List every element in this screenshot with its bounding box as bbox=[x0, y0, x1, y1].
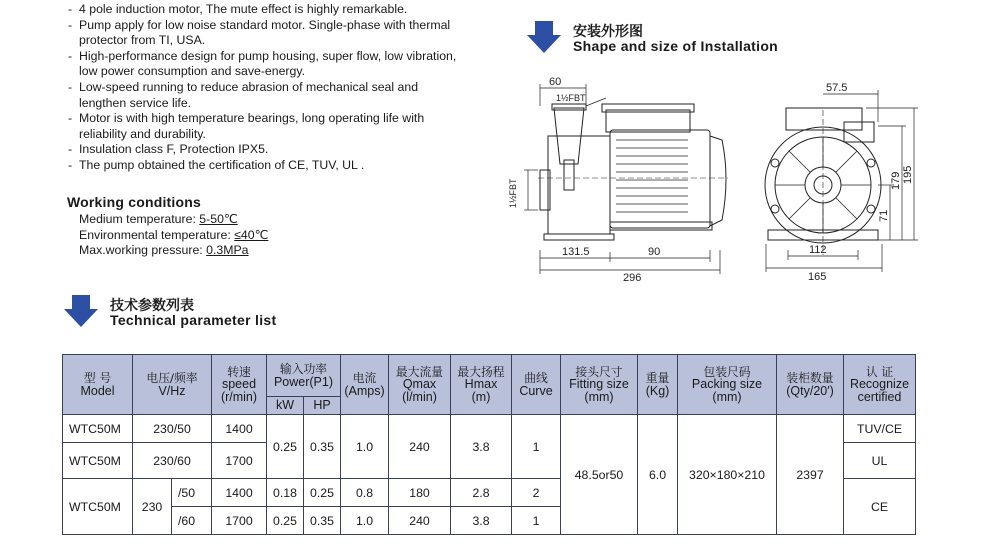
dim-131-5: 131.5 bbox=[562, 246, 590, 258]
header-cn: 型 号 bbox=[83, 371, 112, 385]
cell-qmax: 240 bbox=[389, 507, 451, 535]
cell-hmax: 2.8 bbox=[451, 479, 512, 507]
condition-value: ≤40℃ bbox=[234, 227, 269, 242]
table-row bbox=[63, 415, 916, 443]
condition-value: 5-50℃ bbox=[199, 212, 238, 226]
cell-qmax: 240 bbox=[389, 415, 451, 479]
header-unit: (r/min) bbox=[220, 389, 258, 404]
installation-title-cn: 安装外形图 bbox=[573, 24, 643, 40]
header-en: HP bbox=[313, 398, 331, 413]
cell-speed: 1400 bbox=[212, 415, 267, 443]
feature-item: - Motor is with high temperature bearings, long operating life with reliability and durability. bbox=[66, 111, 466, 142]
working-conditions-list bbox=[79, 212, 268, 259]
header-cn: 最大扬程 bbox=[457, 364, 505, 379]
dimension-labels bbox=[508, 76, 914, 282]
cell-voltage-main: 230 bbox=[133, 479, 172, 535]
technical-title-cn: 技术参数列表 bbox=[110, 298, 194, 314]
header-en: certified bbox=[857, 389, 902, 404]
header-packing bbox=[678, 355, 777, 415]
feature-item: - The pump obtained the certification of CE, TUV, UL . bbox=[66, 158, 466, 174]
arrow-down-icon bbox=[64, 295, 98, 327]
dim-165: 165 bbox=[808, 271, 827, 282]
working-conditions-title: Working conditions bbox=[67, 194, 202, 210]
pump-side-view bbox=[538, 104, 728, 240]
header-cert bbox=[844, 355, 916, 415]
cell-curve: 1 bbox=[512, 415, 561, 479]
cell-model: WTC50M bbox=[63, 479, 133, 535]
header-weight bbox=[638, 355, 678, 415]
cell-amps: 1.0 bbox=[341, 415, 389, 479]
feature-list bbox=[66, 2, 466, 174]
feature-item: - Pump apply for low noise standard motor. Single-phase with thermal protector from TI, USA. bbox=[66, 18, 466, 49]
condition-label: Medium temperature: bbox=[79, 212, 200, 226]
technical-parameter-table bbox=[62, 354, 916, 535]
cell-speed: 1400 bbox=[212, 479, 267, 507]
cell-voltage: 230/60 bbox=[133, 443, 212, 479]
cell-amps: 0.8 bbox=[341, 479, 389, 507]
cell-model: WTC50M bbox=[63, 443, 133, 479]
cell-model: WTC50M bbox=[63, 415, 133, 443]
dim-71: 71 bbox=[878, 209, 890, 222]
cell-hmax: 3.8 bbox=[451, 415, 512, 479]
cell-fitting: 48.5or50 bbox=[561, 415, 638, 535]
header-en: speed bbox=[221, 377, 257, 392]
header-en: (Amps) bbox=[344, 383, 385, 398]
header-cn: 电流 bbox=[352, 371, 377, 385]
header-model bbox=[63, 355, 133, 415]
feature-item: - Insulation class F, Protection IPX5. bbox=[66, 142, 466, 158]
dim-179: 179 bbox=[890, 171, 902, 190]
header-cn: 最大流量 bbox=[395, 364, 444, 379]
header-unit: (mm) bbox=[584, 389, 614, 404]
condition-label: Max.working pressure: bbox=[79, 243, 207, 257]
installation-title-en: Shape and size of Installation bbox=[573, 38, 779, 54]
header-cn: 接头尺寸 bbox=[575, 364, 623, 379]
header-en: Hmax bbox=[464, 377, 498, 392]
condition-value: 0.3MPa bbox=[206, 243, 249, 257]
header-fitting bbox=[561, 355, 638, 415]
dim-57-5: 57.5 bbox=[826, 82, 848, 94]
dim-thread-top: 1½FBT bbox=[556, 93, 586, 103]
header-en: Curve bbox=[519, 383, 553, 398]
cell-packing: 320×180×210 bbox=[678, 415, 777, 535]
feature-item: - High-performance design for pump housing, super flow, low vibration, low power consumption and save-energy. bbox=[66, 49, 466, 80]
feature-item: - Low-speed running to reduce abrasion of mechanical seal and lengthen service life. bbox=[66, 80, 466, 111]
cell-hp: 0.35 bbox=[304, 507, 341, 535]
header-cn: 电压/频率 bbox=[146, 371, 198, 385]
header-speed bbox=[212, 355, 267, 415]
dim-112: 112 bbox=[809, 244, 827, 256]
cell-kw: 0.25 bbox=[267, 507, 304, 535]
condition-label: Environmental temperature: bbox=[79, 227, 235, 242]
technical-title-en: Technical parameter list bbox=[110, 312, 277, 328]
header-en: Qmax bbox=[402, 377, 437, 392]
cell-cert-tuv: TUV/CE bbox=[844, 415, 916, 443]
cell-speed: 1700 bbox=[212, 443, 267, 479]
cell-voltage: 230/50 bbox=[133, 415, 212, 443]
header-voltage bbox=[133, 355, 212, 415]
header-curve bbox=[512, 355, 561, 415]
header-cn: 曲线 bbox=[524, 371, 548, 385]
cell-qmax: 180 bbox=[389, 479, 451, 507]
header-en: Recognize bbox=[849, 377, 910, 392]
technical-table-wrap bbox=[62, 354, 916, 535]
cell-curve: 2 bbox=[512, 479, 561, 507]
cell-amps: 1.0 bbox=[341, 507, 389, 535]
condition-environmental-temperature bbox=[79, 228, 268, 244]
cell-frequency: /50 bbox=[172, 479, 212, 507]
cell-kw: 0.18 bbox=[267, 479, 304, 507]
header-hp bbox=[304, 397, 341, 415]
dim-thread-side: 1½FBT bbox=[508, 178, 518, 208]
header-en: (Kg) bbox=[645, 383, 670, 398]
dim-195: 195 bbox=[902, 165, 914, 184]
header-cn: 重量 bbox=[645, 371, 670, 385]
header-qmax bbox=[389, 355, 451, 415]
dim-90: 90 bbox=[648, 246, 661, 258]
arrow-down-icon bbox=[527, 21, 561, 53]
header-qty bbox=[777, 355, 844, 415]
header-en: Fitting size bbox=[569, 377, 629, 392]
cell-hp: 0.35 bbox=[304, 415, 341, 479]
cell-kw: 0.25 bbox=[267, 415, 304, 479]
header-cn: 输入功率 bbox=[279, 362, 328, 376]
cell-cert-ul: UL bbox=[844, 443, 916, 479]
header-cn: 认 证 bbox=[865, 364, 894, 379]
cell-cert-ce: CE bbox=[844, 479, 916, 535]
installation-drawing bbox=[498, 70, 938, 282]
cell-weight: 6.0 bbox=[638, 415, 678, 535]
header-unit: (l/min) bbox=[402, 389, 437, 404]
condition-medium-temperature bbox=[79, 212, 268, 228]
header-kw bbox=[267, 397, 304, 415]
header-current bbox=[341, 355, 389, 415]
header-en: kW bbox=[275, 398, 295, 413]
header-cn: 装柜数量 bbox=[786, 371, 834, 385]
cell-speed: 1700 bbox=[212, 507, 267, 535]
header-en: (Qty/20′) bbox=[786, 383, 834, 398]
pump-front-view bbox=[765, 108, 881, 255]
header-en: Model bbox=[80, 383, 115, 398]
dim-296: 296 bbox=[623, 272, 642, 282]
cell-curve: 1 bbox=[512, 507, 561, 535]
header-cn: 包装尺码 bbox=[703, 364, 751, 379]
cell-hp: 0.25 bbox=[304, 479, 341, 507]
header-unit: (mm) bbox=[712, 389, 742, 404]
header-hmax bbox=[451, 355, 512, 415]
header-en: Power(P1) bbox=[273, 374, 334, 389]
cell-hmax: 3.8 bbox=[451, 507, 512, 535]
header-power bbox=[267, 355, 341, 397]
condition-max-pressure bbox=[79, 243, 268, 259]
header-cn: 转速 bbox=[227, 364, 251, 379]
cell-frequency: /60 bbox=[172, 507, 212, 535]
header-en: V/Hz bbox=[158, 383, 186, 398]
feature-item: - 4 pole induction motor, The mute effect is highly remarkable. bbox=[66, 2, 466, 18]
header-unit: (m) bbox=[471, 389, 491, 404]
header-en: Packing size bbox=[691, 377, 763, 392]
cell-qty: 2397 bbox=[777, 415, 844, 535]
dim-60: 60 bbox=[549, 76, 562, 88]
